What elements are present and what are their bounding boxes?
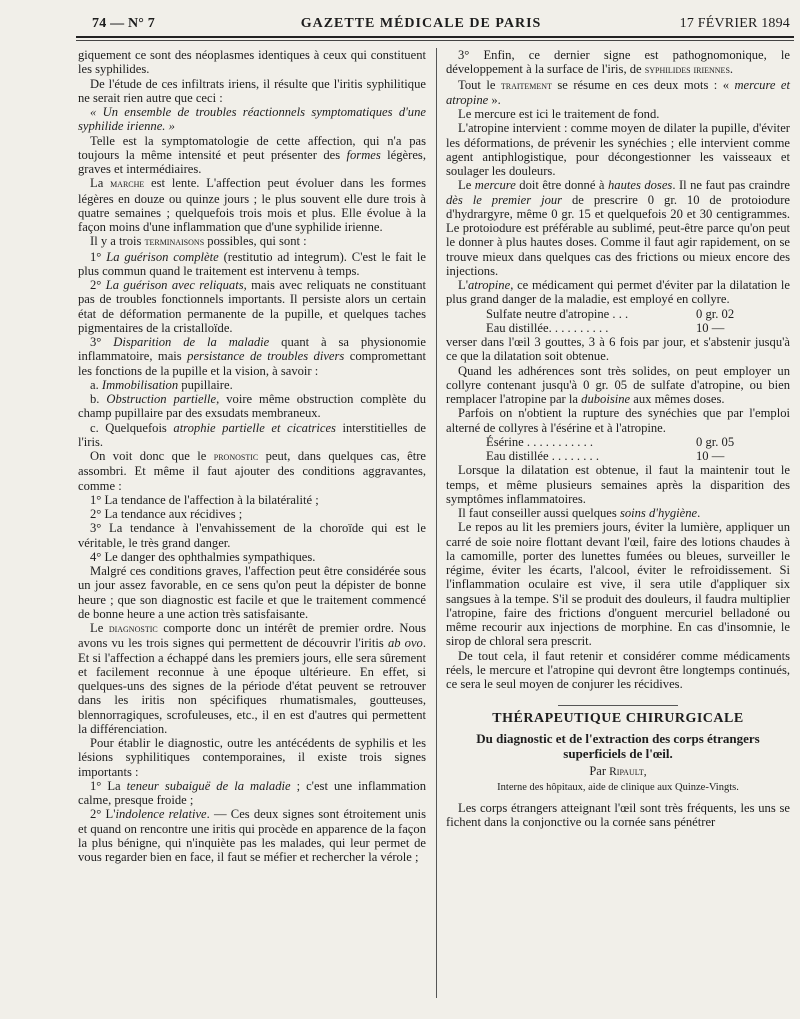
list-item: 1° La tendance de l'affection à la bilatéralité ;: [90, 492, 319, 507]
list-item: 2° La guérison avec reliquats, mais avec reliquats ne constituant pas de troubles fonctionnels importants. Il persiste alors un certain état de déformation permanente de la pupille, et quelques taches pigmentaires de la cristalloïde.: [78, 278, 427, 335]
paragraph: Parfois on n'obtient la rupture des synéchies que par l'emploi alterné de collyres à l'ésérine et à l'atropine.: [446, 406, 790, 435]
paragraph: L'atropine, ce médicament qui permet d'éviter par la dilatation le plus grand danger de la maladie, est employé en collyre.: [446, 278, 790, 307]
author-affiliation: Interne des hôpitaux, aide de clinique aux Quinze-Vingts.: [497, 781, 739, 793]
list-item: 2° La tendance aux récidives ;: [90, 507, 243, 521]
section-divider: [558, 705, 678, 706]
prescription-line: Ésérine . . . . . . . . . . . 0 gr. 05: [486, 434, 735, 449]
left-column: [78, 48, 426, 864]
header-rule: [76, 36, 794, 38]
paragraph: Le diagnostic comporte donc un intérêt de premier ordre. Nous avons vu les trois signes qui permettent de découvrir l'iritis ab ovo. Et si l'affection a échappé dans les premiers jours, elle sera sûrement et facilement reconnue à une époque ultérieure. En effet, si quelques-uns des signes de la période d'état peuvent se retrouver dans les iritis non spécifiques rhumatismales, goutteuses, blennorragiques, scrofuleuses, etc., il en est d'autres qui permettent la différenciation.: [78, 621, 427, 736]
paragraph: Lorsque la dilatation est obtenue, il faut la maintenir tout le temps, et même plusieurs semaines après la disparition des symptômes inflammatoires.: [446, 463, 790, 506]
page-issue-number: 74 — N° 7: [92, 16, 156, 31]
byline: Par Ripault,: [589, 763, 647, 778]
paragraph: Il faut conseiller aussi quelques soins d'hygiène.: [458, 506, 701, 520]
paragraph: La marche est lente. L'affection peut évoluer dans les formes légères en douze ou quinze jours ; le plus souvent elle dure trois à quatre semaines ; quelquefois trois mois et plus. Elle évolue à la façon moins d'une inflammation que d'une syphilide irienne.: [78, 176, 427, 234]
paragraph: De tout cela, il faut retenir et considérer comme médicaments réels, le mercure et l'atropine qui devront être longtemps continués, ce sera le seul moyen de conjurer les récidives.: [446, 648, 790, 691]
journal-title: GAZETTE MÉDICALE DE PARIS: [300, 16, 542, 31]
list-item: 4° Le danger des ophthalmies sympathiques.: [90, 549, 316, 564]
header-rule-thin: [76, 40, 794, 41]
list-item: 1° La guérison complète (restitutio ad integrum). C'est le fait le plus commun quand le traitement est intervenu à temps.: [78, 249, 426, 278]
prescription-line: Eau distillée . . . . . . . . 10 —: [486, 449, 725, 463]
list-item: 3° Enfin, ce dernier signe est pathognomonique, le développement à la surface de l'iris, de syphilides iriennes.: [446, 48, 790, 77]
paragraph: On voit donc que le pronostic peut, dans quelques cas, être assombri. Et même il faut ajouter des conditions aggravantes, comme :: [78, 449, 426, 493]
paragraph: Le mercure est ici le traitement de fond.: [458, 107, 660, 121]
paragraph: Il y a trois terminaisons possibles, qui sont :: [90, 234, 307, 249]
list-item: 3° La tendance à l'envahissement de la choroïde qui est le véritable, le très grand danger.: [78, 521, 426, 550]
paragraph: De l'étude de ces infiltrats iriens, il résulte que l'iritis syphilitique ne serait rien autre que ceci :: [78, 76, 426, 105]
paragraph: Malgré ces conditions graves, l'affection peut être considérée sous un jour assez favorable, en ce sens qu'on peut la dépister de bonne heure ; que son diagnostic est facile et que le traitement commencé de bonne heure a une action très satisfaisante.: [78, 564, 426, 621]
list-item: b. Obstruction partielle, voire même obstruction complète du champ pupillaire par des exsudats membraneux.: [78, 392, 426, 421]
article-title: Du diagnostic et de l'extraction des corps étrangers superficiels de l'œil.: [476, 730, 760, 761]
paragraph: Pour établir le diagnostic, outre les antécédents de syphilis et les lésions syphilitiques contemporaines, il existe trois signes importants :: [78, 736, 426, 779]
section-title: THÉRAPEUTIQUE CHIRURGICALE: [492, 711, 744, 727]
list-item: c. Quelquefois atrophie partielle et cicatrices interstitielles de l'iris.: [78, 420, 426, 449]
prescription-line: Eau distillée. . . . . . . . . . 10 —: [486, 320, 725, 335]
paragraph: Le mercure doit être donné à hautes doses. Il ne faut pas craindre dès le premier jour de prescrire 0 gr. 10 de protoiodure d'hydrargyre, même 0 gr. 15 et quelquefois 20 et 30 centigrammes. Le protoiodure est préférable au sublimé, peut-être parce qu'on peut le donner à plus hautes doses. Comme il faut agir rapidement, on se trouve mieux dans quelques cas des frictions ou mieux encore des injections.: [446, 178, 791, 278]
page-header: [92, 10, 790, 38]
list-item: 1° La teneur subaiguë de la maladie ; c'est une inflammation calme, presque froide ;: [78, 778, 426, 807]
list-item: a. Immobilisation pupillaire.: [90, 377, 233, 392]
author-name: Ripault,: [609, 765, 647, 778]
paragraph: giquement ce sont des néoplasmes identiques à ceux qui constituent les syphilides.: [78, 48, 426, 77]
paragraph: L'atropine intervient : comme moyen de dilater la pupille, d'éviter les déformations, de prévenir les synéchies ; elle intervient comme agent antiphlogistique, pour décongestionner les vaisseaux et soulager les douleurs.: [446, 121, 790, 178]
column-divider: [436, 48, 437, 998]
list-item: 2° L'indolence relative. — Ces deux signes sont étroitement unis et quand on rencontre une iritis qui procède en apparence de la façon la plus bénigne, qui n'inquiète pas les malades, qui leur permet de vous regarder bien en face, il faut se méfier et rechercher la vérole ;: [78, 807, 426, 864]
quote-paragraph: « Un ensemble de troubles réactionnels symptomatiques d'une syphilide irienne. »: [78, 105, 426, 134]
paragraph: verser dans l'œil 3 gouttes, 3 à 6 fois par jour, et s'abstenir jusqu'à ce que la dilatation soit obtenue.: [446, 335, 790, 364]
prescription-line: Sulfate neutre d'atropine . . . 0 gr. 02: [486, 306, 735, 321]
paragraph: Le repos au lit les premiers jours, éviter la lumière, appliquer un carré de soie noire flottant devant l'œil, faire des lotions chaudes à la camomille, porter des lunettes fumées ou bleues, surveiller le régime, éviter les écarts, l'alcool, éviter le refroidissement. Si l'inflammation oculaire est vive, il sera utile d'appliquer six sangsues à la tempe. S'il se produit des douleurs, il faudra multiplier l'atropine, faire des frictions d'onguent mercuriel belladoné ou même recourir aux injections de morphine. En cas d'insomnie, le sirop de chloral sera prescrit.: [446, 520, 790, 649]
paragraph: Les corps étrangers atteignant l'œil sont très fréquents, les uns se fichent dans la conjonctive ou la cornée sans pénétrer: [446, 801, 790, 830]
issue-date: 17 FÉVRIER 1894: [679, 16, 790, 31]
paragraph: Tout le traitement se résume en ces deux mots : « mercure et atropine ».: [446, 77, 791, 107]
right-column: [446, 48, 790, 830]
list-item: 3° Disparition de la maladie quant à sa physionomie inflammatoire, mais persistance de troubles divers compromettant les fonctions de la pupille et la vision, à savoir :: [78, 335, 426, 378]
paragraph: Telle est la symptomatologie de cette affection, qui n'a pas toujours la même intensité et peut présenter des formes légères, graves et intermédiaires.: [78, 133, 426, 176]
paragraph: Quand les adhérences sont très solides, on peut employer un collyre contenant jusqu'à 0 gr. 05 de sulfate d'atropine, ou bien remplacer l'atropine par la duboisine aux mêmes doses.: [446, 363, 790, 406]
